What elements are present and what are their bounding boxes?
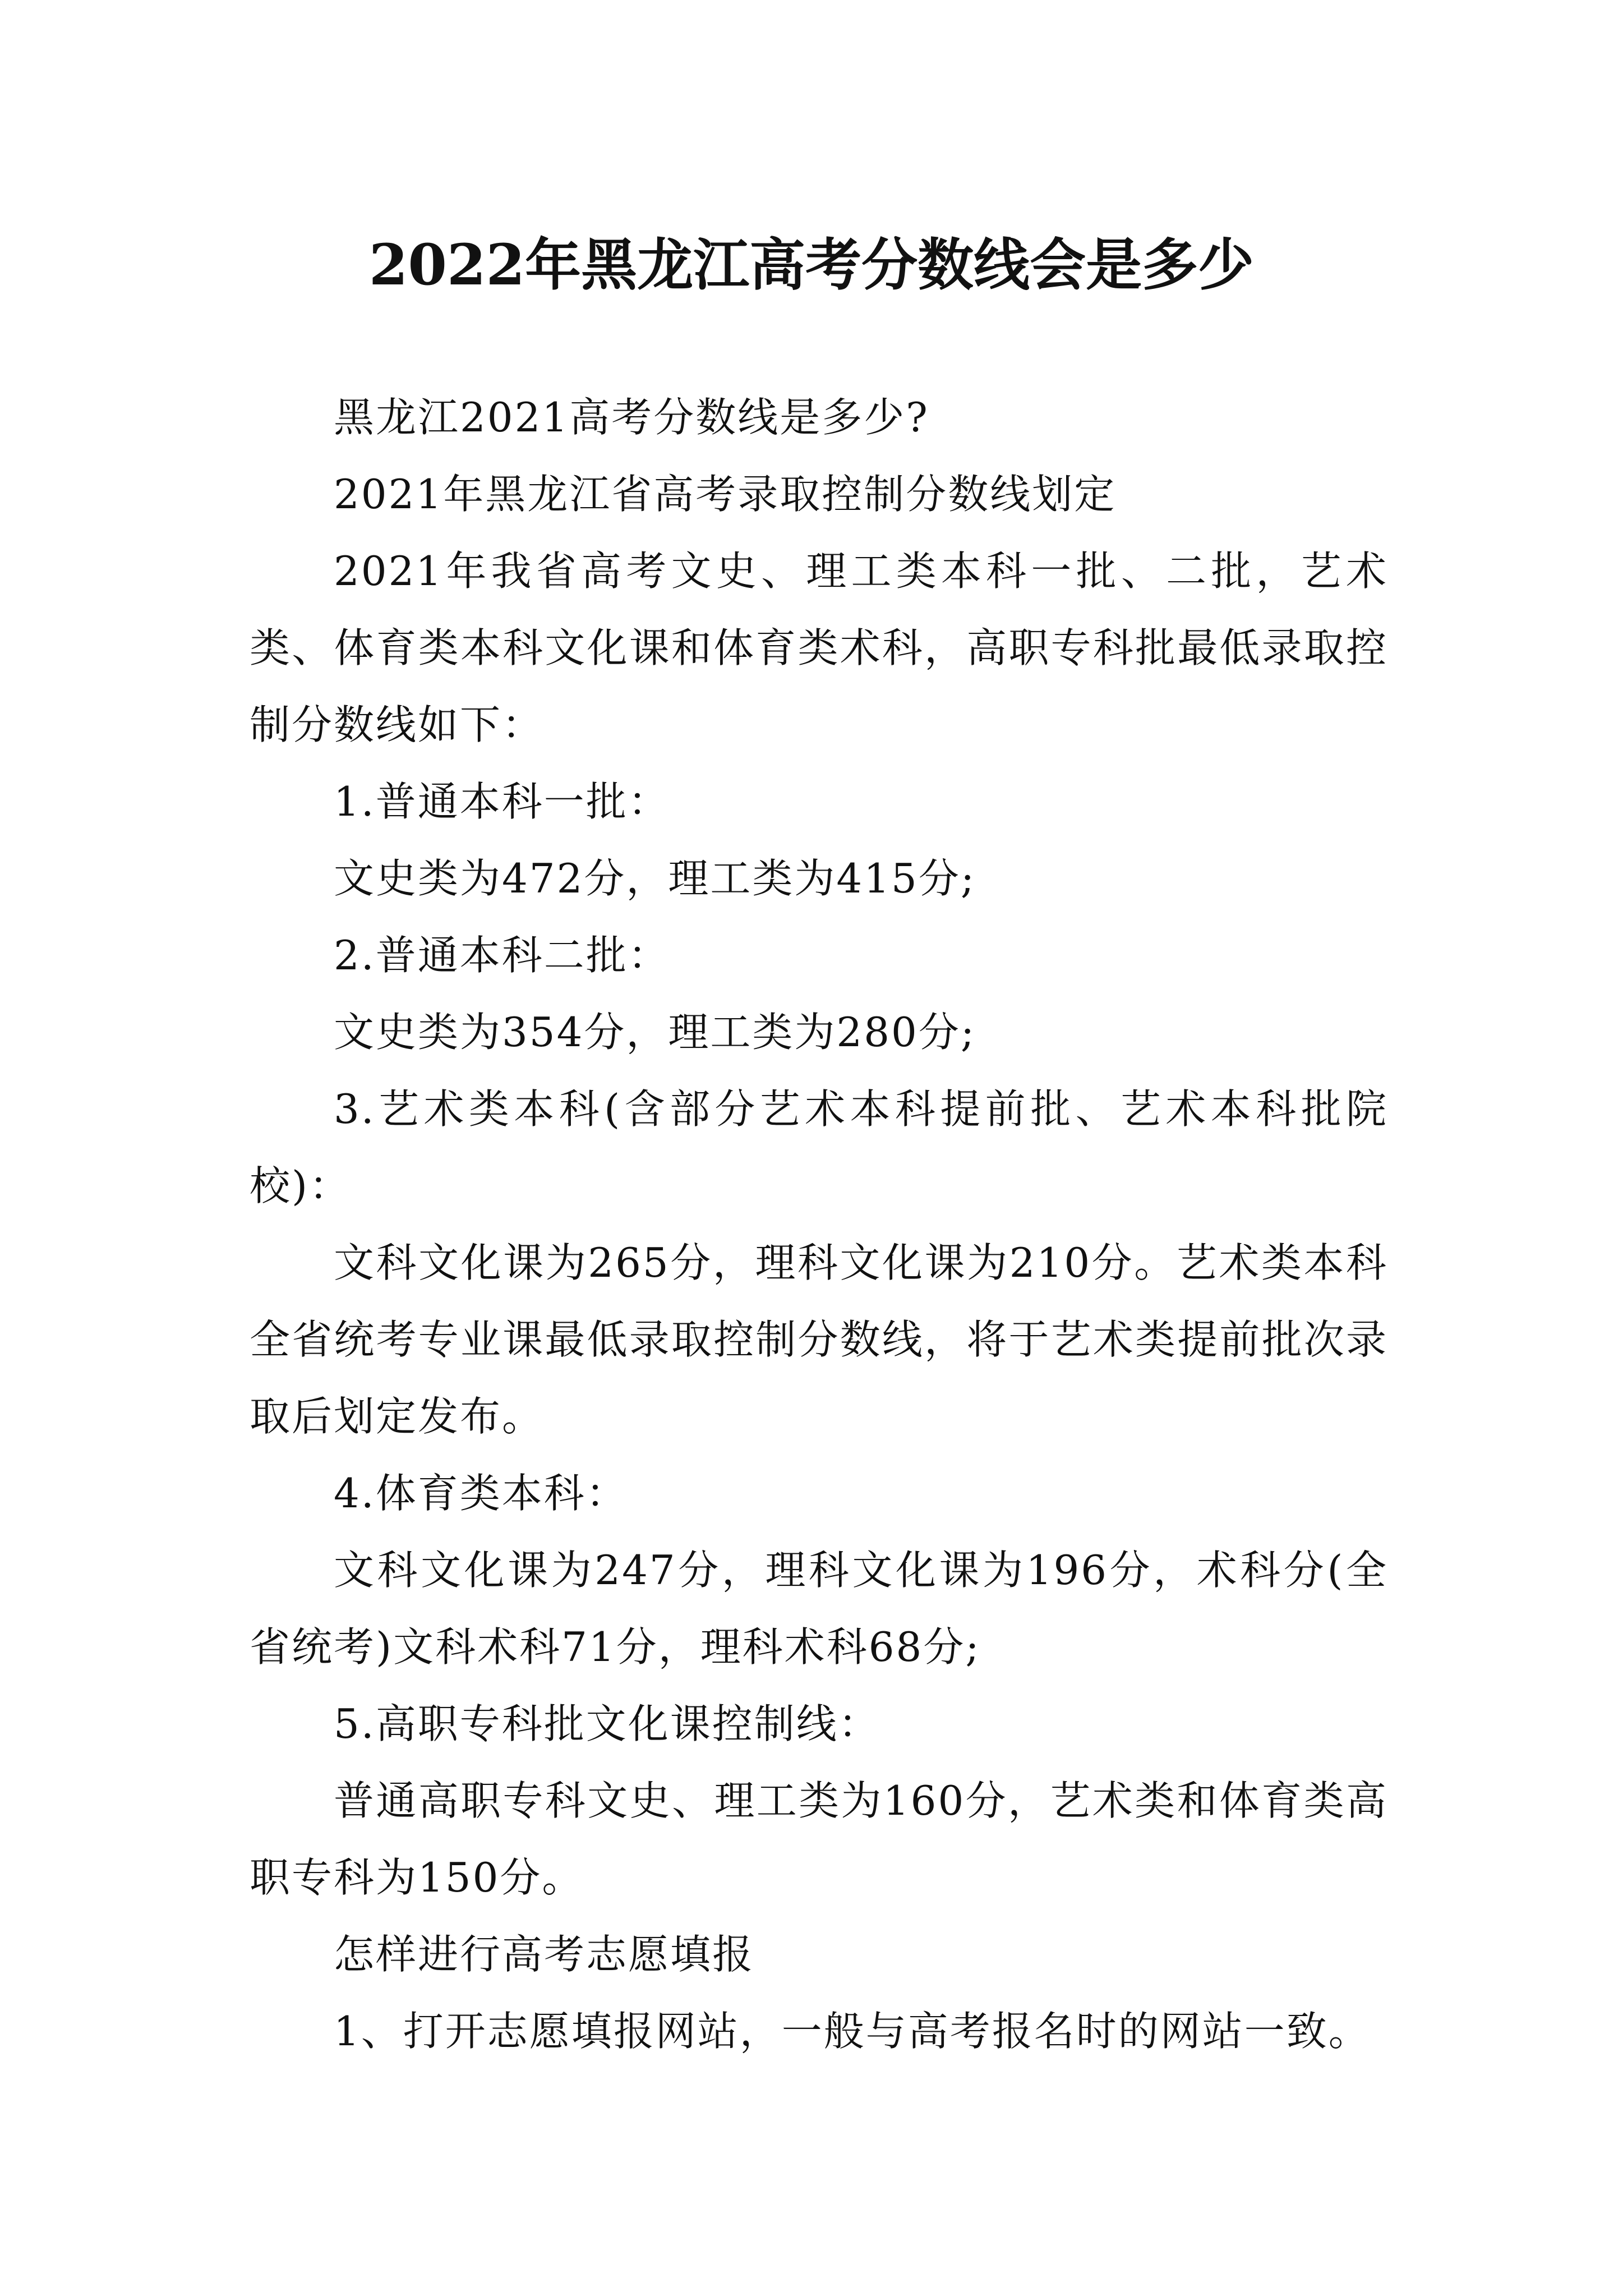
paragraph-arts-heading: 3.艺术类本科(含部分艺术本科提前批、艺术本科批院校)： [250,1085,1388,1209]
paragraph-intro: 2021年我省高考文史、理工类本科一批、二批，艺术类、体育类本科文化课和体育类术科，高职专科批最低录取控制分数线如下： [250,547,1388,748]
paragraph-2021-cutoff-question: 黑龙江2021高考分数线是多少? [334,394,929,441]
paragraph-vocational-scores: 普通高职专科文史、理工类为160分，艺术类和体育类高职专科为150分。 [250,1777,1388,1901]
paragraph-sports-heading: 4.体育类本科： [334,1470,628,1517]
document-body [250,379,1388,2070]
paragraph-tier1-scores: 文史类为472分，理工类为415分; [334,855,976,902]
paragraph-tier2-scores: 文史类为354分，理工类为280分; [334,1009,976,1056]
paragraph-application-step1: 1、打开志愿填报网站，一般与高考报名时的网站一致。 [334,2008,1371,2055]
paragraph-tier1-heading: 1.普通本科一批： [334,778,670,825]
paragraph-vocational-heading: 5.高职专科批文化课控制线： [334,1700,880,1747]
paragraph-application-heading: 怎样进行高考志愿填报 [334,1931,755,1978]
paragraph-2021-cutoff-heading: 2021年黑龙江省高考录取控制分数线划定 [334,471,1117,518]
paragraph-tier2-heading: 2.普通本科二批： [334,932,670,979]
document-title: 2022年黑龙江高考分数线会是多少 [368,232,1255,298]
paragraph-arts-scores: 文科文化课为265分，理科文化课为210分。艺术类本科全省统考专业课最低录取控制分数线，将于艺术类提前批次录取后划定发布。 [250,1239,1388,1440]
paragraph-sports-scores: 文科文化课为247分，理科文化课为196分，术科分(全省统考)文科术科71分，理科术科68分; [250,1547,1388,1671]
